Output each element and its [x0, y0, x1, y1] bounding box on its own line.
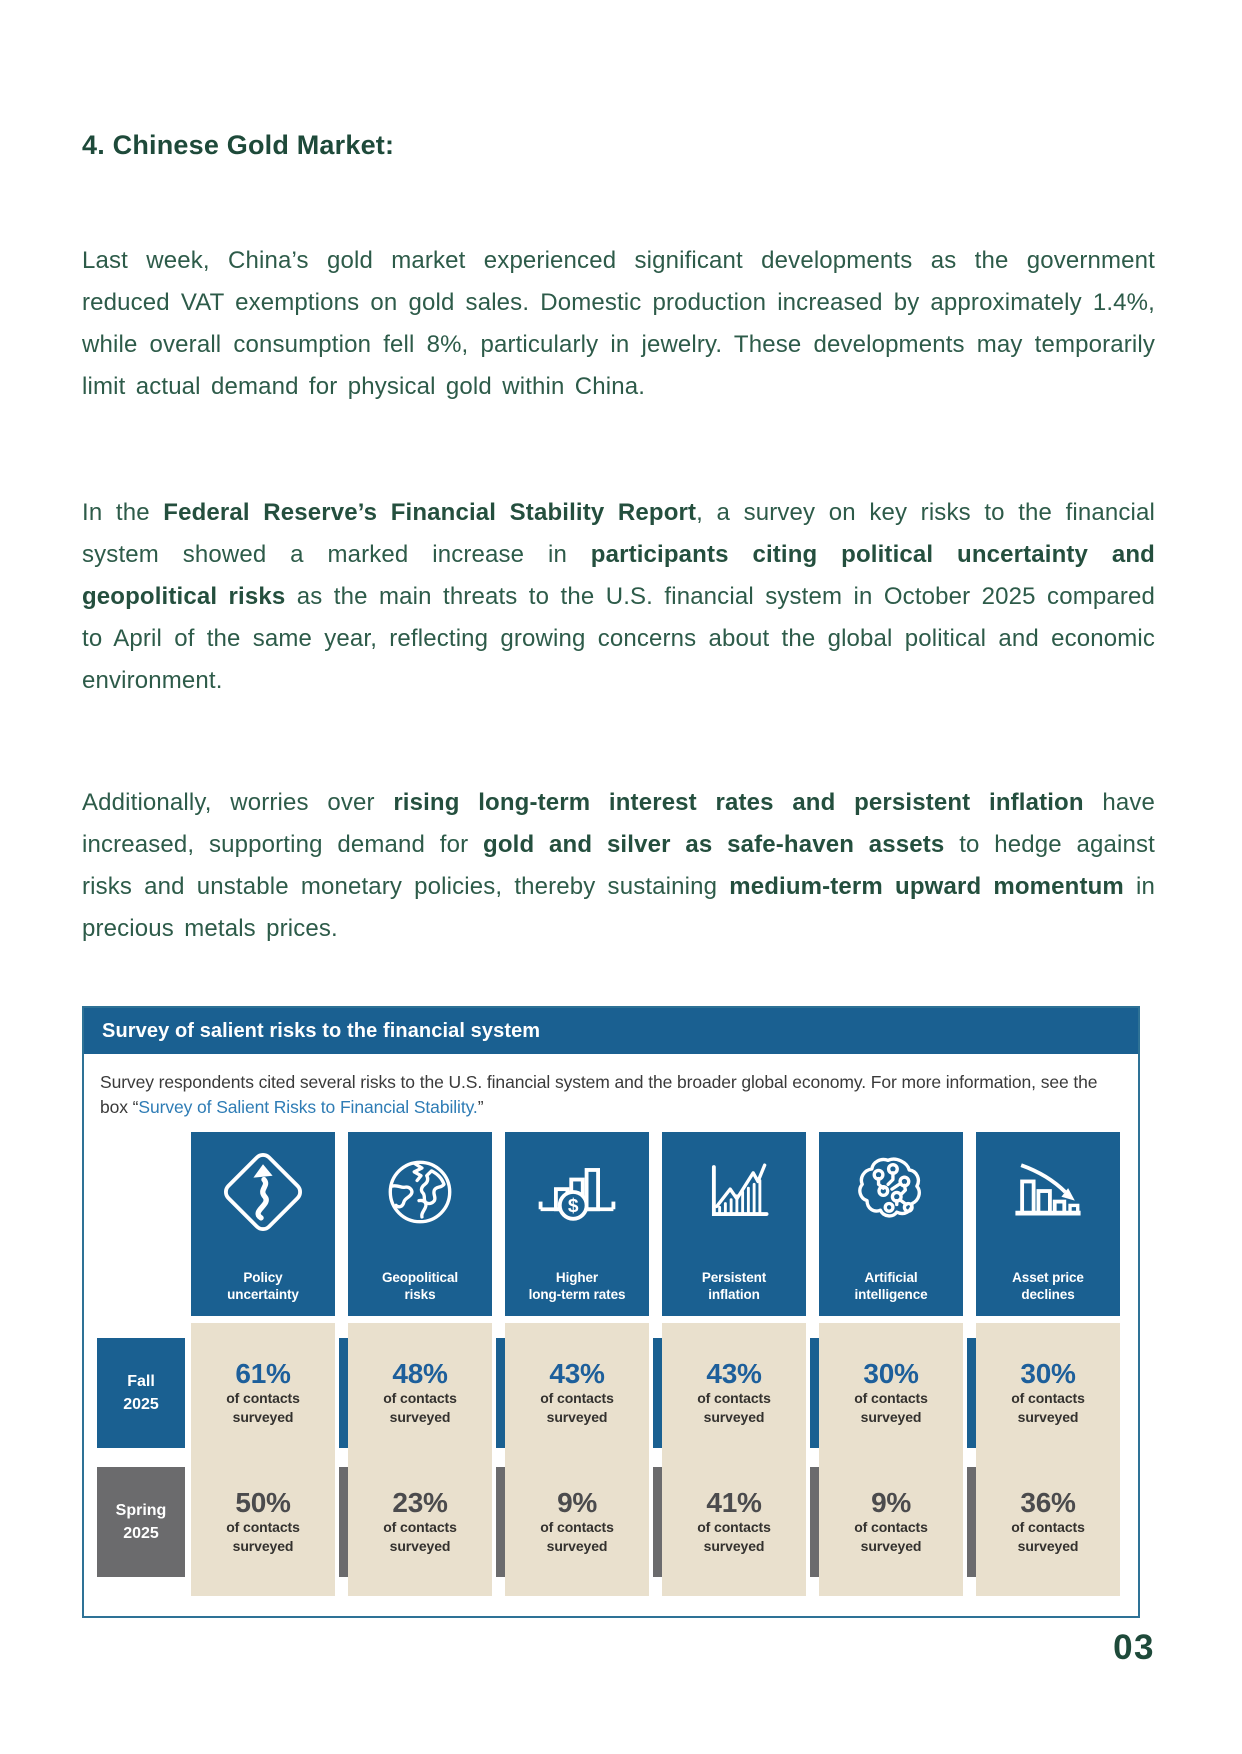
- percent-value: 30%: [863, 1358, 919, 1389]
- fall-value-cell: 48% of contacts surveyed: [383, 1358, 457, 1425]
- percent-value: 48%: [392, 1358, 448, 1389]
- subtitle-text: Survey respondents cited several risks to the U.S. financial system and the broader global economy. For more information, see the box “: [100, 1072, 1098, 1117]
- figure-subtitle: [100, 1070, 1114, 1120]
- bold-segment: medium-term upward momentum: [729, 873, 1124, 900]
- spring-value-cell: 36% of contacts surveyed: [1011, 1487, 1085, 1554]
- percent-value: 36%: [1020, 1487, 1076, 1518]
- asset-price-declines-icon: [1002, 1146, 1094, 1238]
- risk-column-header-higher-long-term-rates: [505, 1132, 649, 1316]
- percent-value: 9%: [557, 1487, 597, 1518]
- text-segment: have increased, supporting demand for: [82, 789, 1155, 858]
- paragraph-china-gold: Last week, China’s gold market experienced significant developments as the government reduced VAT exemptions on gold sales. Domestic production increased by approximately 1.4%, while overall consumption fell 8%, particularly in jewelry. These developments may temporarily limit actual demand for physical gold within China.: [82, 247, 1155, 400]
- fall-value-cell: 43% of contacts surveyed: [540, 1358, 614, 1425]
- risk-label: Persistent inflation: [701, 1270, 767, 1302]
- risk-column-header-geopolitical-risks: [348, 1132, 492, 1316]
- spring-value-cell: 50% of contacts surveyed: [226, 1487, 300, 1554]
- value-column-artificial-intelligence: [819, 1323, 963, 1596]
- value-column-geopolitical-risks: [348, 1323, 492, 1596]
- risk-column-header-policy-uncertainty: [191, 1132, 335, 1316]
- subtitle-close-quote: ”: [477, 1097, 484, 1117]
- artificial-intelligence-icon: [845, 1146, 937, 1238]
- text-segment: as the main threats to the U.S. financial system in October 2025 compared to April of the same year, reflecting growing concerns about the global political and economic environment.: [82, 583, 1155, 694]
- salient-risks-box-link[interactable]: Survey of Salient Risks to Financial Stability.: [138, 1097, 478, 1117]
- spring-value-cell: 41% of contacts surveyed: [697, 1487, 771, 1554]
- persistent-inflation-icon: [688, 1146, 780, 1238]
- spring-value-cell: 9% of contacts surveyed: [854, 1487, 928, 1554]
- spring-value-cell: 9% of contacts surveyed: [540, 1487, 614, 1554]
- value-column-persistent-inflation: [662, 1323, 806, 1596]
- text-segment: in precious metals prices.: [82, 873, 1155, 942]
- bold-segment: participants citing political uncertainty and geopolitical risks: [82, 541, 1155, 610]
- section-heading: 4. Chinese Gold Market:: [82, 130, 395, 160]
- fall-value-cell: 30% of contacts surveyed: [854, 1358, 928, 1425]
- risk-column-header-asset-price-declines: [976, 1132, 1120, 1316]
- risk-column-header-persistent-inflation: [662, 1132, 806, 1316]
- value-column-higher-long-term-rates: [505, 1323, 649, 1596]
- spring-value-cell: 23% of contacts surveyed: [383, 1487, 457, 1554]
- row-label-fall-2025: Fall 2025: [97, 1338, 185, 1448]
- risk-label: Higher long-term rates: [528, 1270, 626, 1302]
- policy-uncertainty-icon: [217, 1146, 309, 1238]
- percent-value: 41%: [706, 1487, 762, 1518]
- text-segment: to hedge against risks and unstable monetary policies, thereby sustaining: [82, 831, 1156, 900]
- figure-title-bar: Survey of salient risks to the financial system: [84, 1008, 1138, 1054]
- svg-text:$: $: [567, 1196, 579, 1218]
- row-label-spring-2025: Spring 2025: [97, 1467, 185, 1577]
- percent-value: 30%: [1020, 1358, 1076, 1389]
- percent-value: 50%: [235, 1487, 291, 1518]
- geopolitical-risks-icon: [374, 1146, 466, 1238]
- risk-label: Asset price declines: [1012, 1270, 1084, 1302]
- percent-value: 43%: [549, 1358, 605, 1389]
- value-column-asset-price-declines: [976, 1323, 1120, 1596]
- percent-value: 43%: [706, 1358, 762, 1389]
- bold-segment: gold and silver as safe-haven assets: [483, 831, 945, 858]
- survey-figure: [82, 1006, 1140, 1618]
- value-column-policy-uncertainty: [191, 1323, 335, 1596]
- risk-column-header-artificial-intelligence: [819, 1132, 963, 1316]
- risk-label: Policy uncertainty: [227, 1270, 299, 1302]
- page-number: 03: [1113, 1628, 1155, 1667]
- paragraph-fed-report: [82, 492, 1155, 702]
- percent-value: 9%: [871, 1487, 911, 1518]
- fall-value-cell: 43% of contacts surveyed: [697, 1358, 771, 1425]
- fall-value-cell: 30% of contacts surveyed: [1011, 1358, 1085, 1425]
- bold-segment: rising long-term interest rates and persistent inflation: [393, 789, 1084, 816]
- percent-value: 23%: [392, 1487, 448, 1518]
- text-segment: In the: [82, 499, 164, 526]
- higher-long-term-rates-icon: [531, 1146, 623, 1238]
- text-segment: Additionally, worries over: [82, 789, 394, 816]
- bold-segment: Federal Reserve’s Financial Stability Report: [163, 499, 697, 526]
- paragraph-safe-haven: [82, 782, 1155, 950]
- fall-value-cell: 61% of contacts surveyed: [226, 1358, 300, 1425]
- text-segment: , a survey on key risks to the financial system showed a marked increase in: [82, 499, 1155, 568]
- risk-label: Geopolitical risks: [381, 1270, 459, 1302]
- risk-label: Artificial intelligence: [854, 1270, 928, 1302]
- percent-value: 61%: [235, 1358, 291, 1389]
